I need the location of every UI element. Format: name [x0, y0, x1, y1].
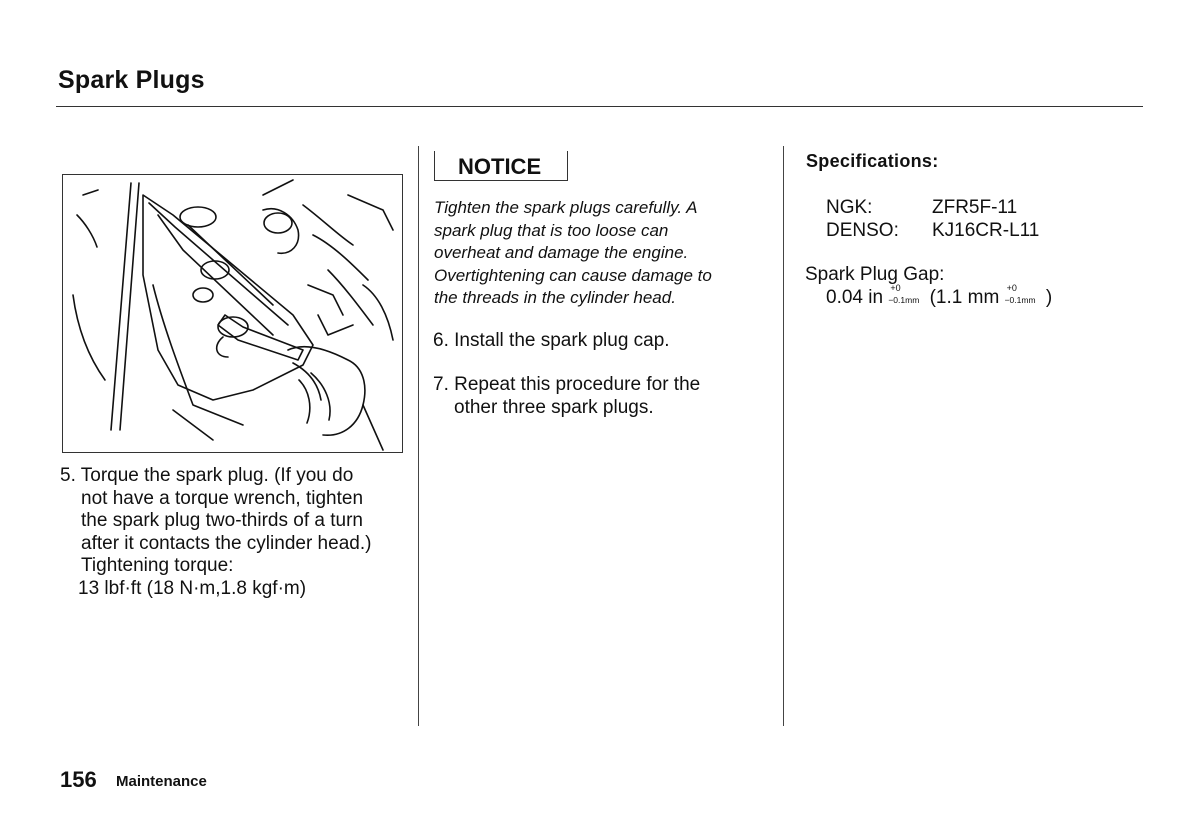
- gap-mm-close: ): [1045, 287, 1053, 308]
- torque-label: Tightening torque:: [81, 555, 234, 576]
- plug-model: KJ16CR-L11: [932, 220, 1040, 241]
- plug-brand: NGK:: [826, 197, 873, 218]
- plug-gap-heading: Spark Plug Gap:: [805, 264, 945, 285]
- notice-body: [434, 197, 754, 310]
- step-5-line: after it contacts the cylinder head.): [81, 532, 372, 554]
- gap-mm: (1.1 mm: [929, 287, 1000, 308]
- step-5-line: not have a torque wrench, tighten: [81, 487, 364, 509]
- spark-plug-removal-illustration-icon: [63, 175, 402, 452]
- notice-line: spark plug that is too loose can: [434, 220, 669, 240]
- page-title: Spark Plugs: [58, 66, 205, 94]
- step-6: 6. Install the spark plug cap.: [433, 330, 670, 351]
- step-7-line: other three spark plugs.: [454, 396, 654, 418]
- gap-inches: 0.04 in: [826, 287, 884, 308]
- torque-value: 13 lbf·ft (18 N·m,1.8 kgf·m): [78, 577, 307, 599]
- notice-heading: NOTICE: [458, 154, 542, 179]
- plug-model: ZFR5F-11: [932, 197, 1018, 218]
- notice-line: Tighten the spark plugs carefully. A: [434, 198, 698, 217]
- step-7-line: 7. Repeat this procedure for the: [433, 374, 701, 395]
- step-5: [60, 465, 405, 600]
- plug-brand: DENSO:: [826, 220, 899, 241]
- notice-line: the threads in the cylinder head.: [434, 288, 676, 308]
- plug-gap-value: [826, 283, 1053, 309]
- gap-tolerance-lower: −0.1mm: [888, 295, 920, 305]
- gap-tolerance: [1004, 283, 1041, 305]
- notice-line: Overtightening can cause damage to: [434, 265, 712, 285]
- page-number: 156: [60, 767, 97, 792]
- step-5-line: 5. Torque the spark plug. (If you do: [60, 465, 354, 486]
- step-7: [433, 374, 763, 419]
- gap-tolerance-upper: +0: [1006, 283, 1017, 293]
- gap-tolerance-upper: +0: [890, 283, 901, 293]
- title-rule: [56, 106, 1143, 107]
- gap-tolerance: [888, 283, 924, 305]
- specifications-heading: Specifications:: [806, 151, 939, 171]
- column-divider-left: [418, 146, 419, 726]
- gap-tolerance-lower: −0.1mm: [1004, 295, 1036, 305]
- column-divider-right: [783, 146, 784, 726]
- section-name: Maintenance: [116, 773, 207, 790]
- spark-plug-illustration: [62, 174, 403, 453]
- step-5-line: the spark plug two-thirds of a turn: [81, 510, 363, 531]
- notice-line: overheat and damage the engine.: [434, 243, 689, 263]
